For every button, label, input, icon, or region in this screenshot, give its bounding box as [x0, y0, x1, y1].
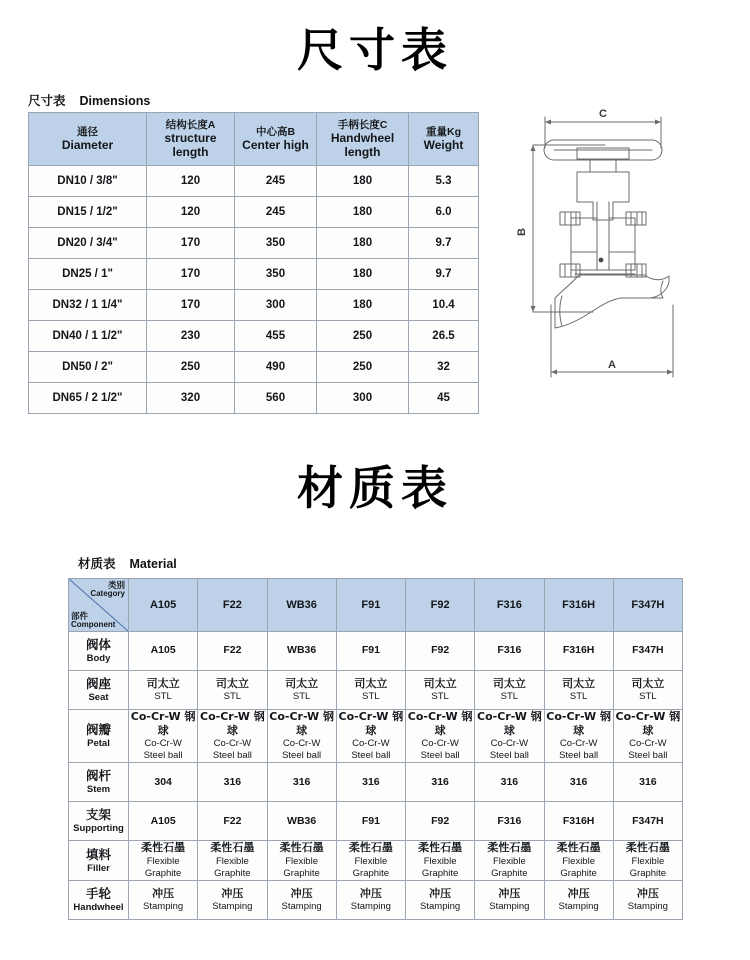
dimensions-header-en-4: Weight [423, 138, 464, 153]
dimensions-cell: 170 [147, 259, 235, 290]
material-cell-line-1: STL [362, 690, 380, 702]
material-cell-line-1: STL [500, 690, 519, 702]
material-cell [475, 710, 544, 763]
material-cell-line-0: 司太立 [562, 676, 596, 690]
material-cell-line-1: Co-Cr-W [629, 738, 667, 750]
dimension-line-c [545, 117, 661, 148]
material-cell [475, 880, 544, 919]
material-cell: 316 [267, 763, 336, 802]
material-cell [267, 841, 336, 880]
material-row-label [69, 841, 129, 880]
material-cell [267, 880, 336, 919]
dimensions-cell-diameter: DN32 / 1 1/4" [29, 290, 147, 321]
material-cell-line-1: Flexible [423, 855, 457, 867]
dimensions-section-title: 尺寸表 [297, 23, 453, 77]
material-cell-line-0: 柔性石墨 [210, 841, 255, 855]
material-cell-line-2: Steel ball [282, 750, 322, 762]
valve-bolt-nuts [560, 212, 646, 277]
material-cell-line-2: Steel ball [143, 750, 183, 762]
material-cell-line-0: 冲压 [429, 886, 452, 900]
dimensions-cell: 320 [147, 383, 235, 414]
material-caption-cn: 材质表 [78, 556, 116, 571]
material-component-en: Component [71, 619, 116, 629]
table-row [69, 763, 683, 802]
material-row-label-en: Body [86, 652, 111, 664]
material-cell-line-1: Co-Cr-W [559, 738, 598, 750]
material-cell [336, 710, 405, 763]
material-cell-line-1: Stamping [627, 900, 668, 912]
material-row-label-cn: 手轮 [85, 886, 111, 901]
material-cell-line-1: Stamping [489, 900, 530, 912]
material-cell-line-1: STL [431, 690, 449, 702]
dimensions-header-cn-1: 结构长度A [165, 118, 216, 131]
material-cell-line-1: Stamping [143, 900, 184, 912]
material-category-label [90, 581, 125, 598]
dimensions-cell: 180 [317, 166, 409, 197]
material-row-label [69, 671, 129, 710]
dimensions-header-en-1: structure length [164, 131, 217, 160]
dimensions-cell: 250 [317, 321, 409, 352]
dimensions-caption [28, 91, 150, 109]
dimensions-cell: 490 [235, 352, 317, 383]
material-cell [406, 841, 475, 880]
material-cell: F347H [613, 632, 682, 671]
material-cell-line-1: Stamping [420, 900, 461, 912]
material-cell: F347H [613, 802, 682, 841]
material-cell-line-1: Co-Cr-W [144, 738, 182, 750]
material-column-header-5: F316 [475, 579, 544, 632]
material-section-title: 材质表 [297, 461, 453, 515]
material-cell-line-0: 司太立 [285, 676, 319, 690]
material-cell: A105 [129, 632, 198, 671]
material-cell-line-1: Flexible [493, 855, 526, 867]
dimensions-header-cell-4 [409, 113, 479, 166]
material-caption-en: Material [129, 557, 177, 571]
dimension-label-c: C [599, 108, 607, 120]
dimensions-header-cn-4: 重量Kg [426, 125, 461, 138]
material-cell: WB36 [267, 632, 336, 671]
material-cell-line-0: Co-Cr-W 钢球 [200, 710, 265, 738]
dimensions-caption-cn: 尺寸表 [28, 93, 66, 108]
material-cell [544, 841, 613, 880]
material-cell-line-2: Graphite [560, 867, 597, 879]
material-row-label-cn: 支架 [85, 808, 111, 823]
dimensions-cell: 9.7 [409, 228, 479, 259]
material-column-header-6: F316H [544, 579, 613, 632]
valve-technical-drawing [505, 100, 745, 400]
material-cell [544, 710, 613, 763]
material-row-label-cn: 阀杆 [85, 769, 111, 784]
material-cell [475, 841, 544, 880]
material-cell-line-0: 冲压 [498, 886, 521, 900]
dimensions-table [28, 112, 479, 414]
material-cell-line-2: Steel ball [212, 750, 252, 762]
material-cell: 316 [336, 763, 405, 802]
dimensions-cell: 245 [235, 166, 317, 197]
material-cell [129, 710, 198, 763]
material-cell-line-1: STL [292, 690, 311, 702]
dimensions-cell: 180 [317, 197, 409, 228]
material-row-label-en: Filler [87, 862, 110, 874]
valve-bonnet-flanges [571, 218, 635, 270]
material-row-label-en: Stem [86, 784, 111, 796]
material-cell-line-1: Flexible [216, 855, 249, 867]
material-cell-line-2: Steel ball [559, 750, 599, 762]
dimensions-cell: 5.3 [409, 166, 479, 197]
material-cell [336, 841, 405, 880]
material-cell: F316 [475, 632, 544, 671]
material-cell: F316 [475, 802, 544, 841]
dimensions-cell-diameter: DN25 / 1" [29, 259, 147, 290]
material-cell-line-1: Stamping [212, 900, 253, 912]
dimensions-cell: 180 [317, 290, 409, 321]
material-cell [198, 671, 267, 710]
material-cell-line-1: Flexible [146, 855, 180, 867]
material-cell-line-0: Co-Cr-W 钢球 [407, 710, 473, 738]
material-row-label-cn: 填料 [85, 847, 111, 862]
material-row-label [69, 802, 129, 841]
material-category-en: Category [90, 588, 125, 598]
valve-body-shape [555, 275, 669, 328]
material-cell-line-0: Co-Cr-W 钢球 [269, 710, 334, 738]
material-cell-line-1: Flexible [562, 855, 595, 867]
material-cell-line-2: Graphite [629, 867, 667, 879]
material-cell-line-0: 柔性石墨 [418, 841, 463, 855]
material-cell-line-0: 柔性石墨 [556, 841, 601, 855]
material-header-row [69, 579, 683, 632]
table-row [29, 197, 479, 228]
material-cell [475, 671, 544, 710]
material-cell-line-0: 冲压 [290, 886, 313, 900]
material-cell [613, 671, 682, 710]
material-cell-line-0: 柔性石墨 [141, 841, 186, 855]
valve-center-marker [599, 258, 604, 263]
dimensions-cell: 350 [235, 259, 317, 290]
dimension-label-b: B [516, 228, 528, 236]
material-cell [336, 880, 405, 919]
dimensions-cell-diameter: DN50 / 2" [29, 352, 147, 383]
material-cell-line-0: Co-Cr-W 钢球 [130, 710, 196, 738]
material-row-label-cn: 阀瓣 [85, 723, 111, 738]
dimensions-header-cell-0 [29, 113, 147, 166]
material-cell-line-1: Stamping [281, 900, 322, 912]
dimensions-cell: 32 [409, 352, 479, 383]
material-row-label [69, 880, 129, 919]
valve-handwheel-shape [544, 140, 662, 160]
material-cell-line-2: Graphite [283, 867, 320, 879]
material-cell: 316 [406, 763, 475, 802]
material-cell: 304 [129, 763, 198, 802]
material-cell-line-0: 冲压 [359, 886, 382, 900]
dimensions-cell: 170 [147, 228, 235, 259]
material-cell: F92 [406, 802, 475, 841]
material-cell-line-1: Flexible [354, 855, 388, 867]
dimensions-caption-en: Dimensions [79, 94, 151, 108]
material-cell [267, 710, 336, 763]
dimensions-cell: 250 [317, 352, 409, 383]
material-cell-line-1: Co-Cr-W [490, 738, 529, 750]
material-cell-line-1: Flexible [285, 855, 318, 867]
dimensions-cell: 180 [317, 259, 409, 290]
dimensions-cell: 560 [235, 383, 317, 414]
material-cell: F316H [544, 802, 613, 841]
material-cell-line-0: 柔性石墨 [348, 841, 393, 855]
material-cell-line-0: 冲压 [636, 886, 659, 900]
material-cell-line-0: 冲压 [567, 886, 590, 900]
material-cell-line-1: Co-Cr-W [282, 738, 321, 750]
material-cell: F22 [198, 632, 267, 671]
material-cell [129, 880, 198, 919]
material-row-label [69, 763, 129, 802]
dimensions-cell-diameter: DN20 / 3/4" [29, 228, 147, 259]
material-cell [336, 671, 405, 710]
material-column-header-0: A105 [129, 579, 198, 632]
table-row [69, 710, 683, 763]
dimensions-cell-diameter: DN40 / 1 1/2" [29, 321, 147, 352]
dimensions-header-cn-2: 中心高B [255, 125, 296, 138]
table-row [29, 259, 479, 290]
material-cell: F92 [406, 632, 475, 671]
dimensions-header-en-3: Handwheel length [330, 131, 395, 160]
material-cell [613, 710, 682, 763]
material-row-label-en: Seat [88, 691, 109, 703]
material-cell-line-0: Co-Cr-W 钢球 [338, 710, 404, 738]
material-cell-line-0: Co-Cr-W 钢球 [546, 710, 611, 738]
material-cell [267, 671, 336, 710]
table-row [29, 290, 479, 321]
material-row-label-en: Supporting [73, 823, 124, 835]
material-table [68, 578, 683, 920]
material-cell-line-1: Co-Cr-W [421, 738, 459, 750]
material-cell: 316 [613, 763, 682, 802]
dimensions-header-cell-1 [147, 113, 235, 166]
material-row-label-cn: 阀体 [85, 637, 111, 652]
material-cell-line-0: 司太立 [631, 676, 665, 690]
material-cell: F22 [198, 802, 267, 841]
material-cell [613, 880, 682, 919]
dimensions-cell: 245 [235, 197, 317, 228]
material-cell-line-0: 柔性石墨 [487, 841, 532, 855]
material-corner-cell [69, 579, 129, 632]
material-cell: A105 [129, 802, 198, 841]
dimensions-header-en-0: Diameter [61, 138, 114, 153]
material-cell-line-0: Co-Cr-W 钢球 [615, 710, 681, 738]
material-cell [129, 671, 198, 710]
dimensions-cell: 9.7 [409, 259, 479, 290]
material-cell-line-2: Steel ball [628, 750, 668, 762]
material-column-header-3: F91 [336, 579, 405, 632]
table-row [29, 352, 479, 383]
table-row [29, 383, 479, 414]
material-cell-line-1: STL [639, 690, 657, 702]
material-cell-line-2: Graphite [214, 867, 251, 879]
material-cell-line-2: Graphite [491, 867, 528, 879]
material-cell: 316 [544, 763, 613, 802]
material-cell [198, 841, 267, 880]
table-row [29, 321, 479, 352]
material-cell: F91 [336, 802, 405, 841]
dimensions-cell: 170 [147, 290, 235, 321]
dimensions-cell: 26.5 [409, 321, 479, 352]
material-column-header-7: F347H [613, 579, 682, 632]
dimensions-cell: 455 [235, 321, 317, 352]
material-cell: F91 [336, 632, 405, 671]
material-cell: 316 [475, 763, 544, 802]
dimension-label-a: A [608, 359, 616, 371]
material-cell-line-0: 冲压 [152, 886, 175, 900]
table-row [29, 166, 479, 197]
material-cell-line-1: STL [569, 690, 588, 702]
dimensions-header-cell-3 [317, 113, 409, 166]
material-cell: WB36 [267, 802, 336, 841]
material-cell [406, 710, 475, 763]
material-cell-line-0: Co-Cr-W 钢球 [477, 710, 542, 738]
material-cell-line-2: Graphite [144, 867, 182, 879]
material-row-label [69, 710, 129, 763]
material-cell-line-1: Flexible [631, 855, 665, 867]
material-cell-line-0: 司太立 [423, 676, 457, 690]
material-row-label-cn: 阀座 [85, 676, 111, 691]
table-row [69, 841, 683, 880]
material-cell-line-1: STL [154, 690, 172, 702]
material-cell-line-0: 柔性石墨 [279, 841, 324, 855]
material-cell-line-1: Co-Cr-W [213, 738, 252, 750]
material-cell [544, 880, 613, 919]
material-cell-line-2: Steel ball [420, 750, 460, 762]
dimensions-cell: 300 [235, 290, 317, 321]
dimensions-cell: 45 [409, 383, 479, 414]
material-cell [406, 880, 475, 919]
dimensions-cell: 120 [147, 197, 235, 228]
dimensions-cell: 120 [147, 166, 235, 197]
dimensions-cell-diameter: DN65 / 2 1/2" [29, 383, 147, 414]
material-cell-line-2: Steel ball [489, 750, 529, 762]
material-row-label-en: Handwheel [73, 901, 124, 913]
dimensions-cell: 300 [317, 383, 409, 414]
valve-stem-collar [590, 160, 616, 172]
material-row-label-en: Petal [87, 738, 110, 750]
dimensions-header-en-2: Center high [242, 138, 309, 153]
material-row-label [69, 632, 129, 671]
material-cell-line-1: STL [223, 690, 242, 702]
dimensions-cell-diameter: DN15 / 1/2" [29, 197, 147, 228]
table-row [69, 632, 683, 671]
table-row [69, 802, 683, 841]
table-row [69, 671, 683, 710]
material-component-cn: 部件 [71, 610, 89, 621]
dimensions-header-row [29, 113, 479, 166]
dimensions-cell: 180 [317, 228, 409, 259]
material-category-cn: 类别 [107, 580, 125, 590]
dimensions-cell: 350 [235, 228, 317, 259]
material-cell [198, 880, 267, 919]
material-cell-line-2: Graphite [352, 867, 390, 879]
dimensions-cell: 6.0 [409, 197, 479, 228]
material-cell: 316 [198, 763, 267, 802]
dimensions-cell-diameter: DN10 / 3/8" [29, 166, 147, 197]
material-cell-line-0: 司太立 [215, 676, 249, 690]
material-column-header-2: WB36 [267, 579, 336, 632]
material-cell-line-1: Stamping [350, 900, 391, 912]
dimensions-header-cn-3: 手柄长度C [337, 118, 388, 131]
dimension-line-b [531, 145, 606, 312]
material-caption [78, 554, 177, 572]
dimensions-cell: 10.4 [409, 290, 479, 321]
dimensions-cell: 250 [147, 352, 235, 383]
material-cell-line-0: 司太立 [354, 676, 388, 690]
table-row [29, 228, 479, 259]
material-cell-line-2: Graphite [421, 867, 459, 879]
material-cell-line-0: 柔性石墨 [625, 841, 670, 855]
dimensions-header-cell-2 [235, 113, 317, 166]
material-column-header-4: F92 [406, 579, 475, 632]
material-cell-line-0: 司太立 [146, 676, 180, 690]
dimensions-cell: 230 [147, 321, 235, 352]
material-cell: F316H [544, 632, 613, 671]
material-cell-line-1: Co-Cr-W [352, 738, 390, 750]
material-cell [129, 841, 198, 880]
material-cell-line-1: Stamping [558, 900, 599, 912]
material-cell [613, 841, 682, 880]
material-cell-line-0: 冲压 [221, 886, 244, 900]
dimensions-header-cn-0: 通径 [77, 125, 98, 138]
table-row [69, 880, 683, 919]
material-component-label [71, 612, 115, 629]
material-cell [198, 710, 267, 763]
material-cell [406, 671, 475, 710]
material-cell-line-0: 司太立 [492, 676, 526, 690]
material-cell-line-2: Steel ball [351, 750, 391, 762]
material-cell [544, 671, 613, 710]
material-column-header-1: F22 [198, 579, 267, 632]
